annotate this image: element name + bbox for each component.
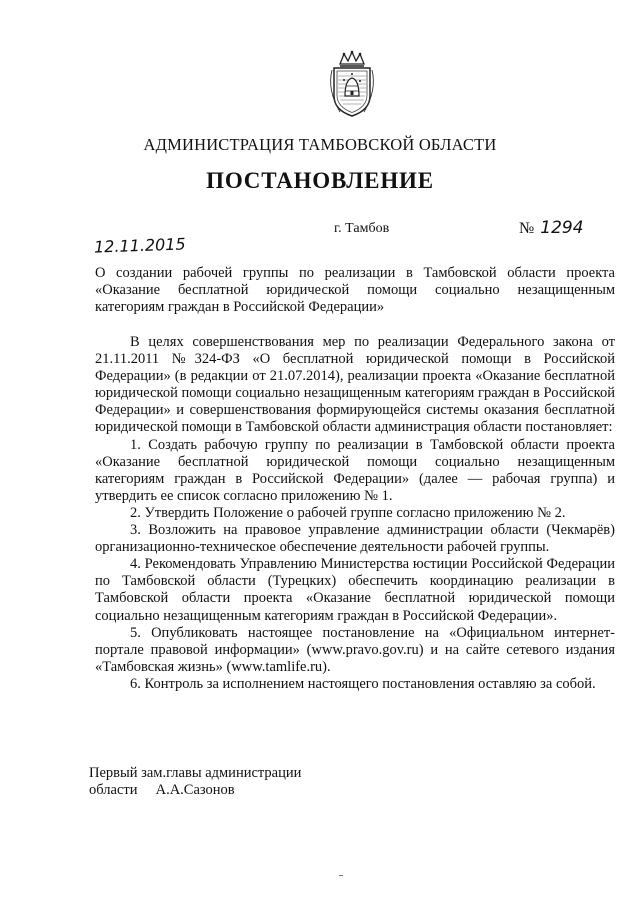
document-body: [95, 334, 615, 693]
handwritten-date: 12.11.2015: [93, 234, 186, 257]
coat-of-arms-icon: [326, 50, 378, 120]
document-subject: О создании рабочей группы по реализации в Тамбовской области проекта «Оказание бесплатной юридической помощи социально незащищенным категориям граждан в Российской Федерации»: [95, 265, 615, 315]
number-sign: №: [519, 220, 535, 237]
clause-paragraph: 6. Контроль за исполнением настоящего постановления оставляю за собой.: [130, 675, 596, 692]
clause-paragraph: 1. Создать рабочую группу по реализации в Тамбовской области проекта «Оказание бесплатной юридической помощи социально незащищенным категориям граждан в Российской Федерации» (далее — рабочая группа) и утвердить ее список согласно приложению № 1.: [95, 436, 615, 504]
clause-paragraph: 4. Рекомендовать Управлению Министерства юстиции Российской Федерации по Тамбовской области (Турецких) обеспечить координацию реализации в Тамбовской области проекта «Оказание бесплатной юридической помощи социально незащищенным категориям граждан в Российской Федерации».: [95, 556, 615, 624]
city-label: г. Тамбов: [334, 221, 390, 236]
handwritten-number: 1294: [540, 218, 584, 238]
signatory-title: Первый зам.главы администрации: [89, 765, 302, 781]
signatory-name: области А.А.Сазонов: [89, 782, 235, 798]
document-type-title: ПОСТАНОВЛЕНИЕ: [206, 168, 434, 193]
clause-paragraph: 3. Возложить на правовое управление администрации области (Чекмарёв) организационно-техническое обеспечение деятельности рабочей группы.: [95, 522, 615, 556]
clause-paragraph: 2. Утвердить Положение о рабочей группе согласно приложению № 2.: [130, 504, 566, 521]
clause-paragraph: 5. Опубликовать настоящее постановление на «Официальном интернет-портале правовой информации» (www.pravo.gov.ru) и на сайте сетевого издания «Тамбовская жизнь» (www.tamlife.ru).: [95, 624, 615, 675]
scan-mark: [339, 875, 343, 876]
document-number: [519, 218, 584, 238]
authority-title: АДМИНИСТРАЦИЯ ТАМБОВСКОЙ ОБЛАСТИ: [143, 135, 497, 154]
signature-block: [89, 765, 389, 799]
preamble-paragraph: В целях совершенствования мер по реализации Федерального закона от 21.11.2011 №324-ФЗ «О бесплатной юридической помощи в Российской Федерации» (в редакции от 21.07.2014), реализации проекта «Оказание бесплатной юридической помощи социально незащищенным категориям граждан в Российской Федерации» и совершенствования формирующейся системы оказания бесплатной юридической помощи в Тамбовской области администрация области постановляет:: [95, 334, 615, 436]
